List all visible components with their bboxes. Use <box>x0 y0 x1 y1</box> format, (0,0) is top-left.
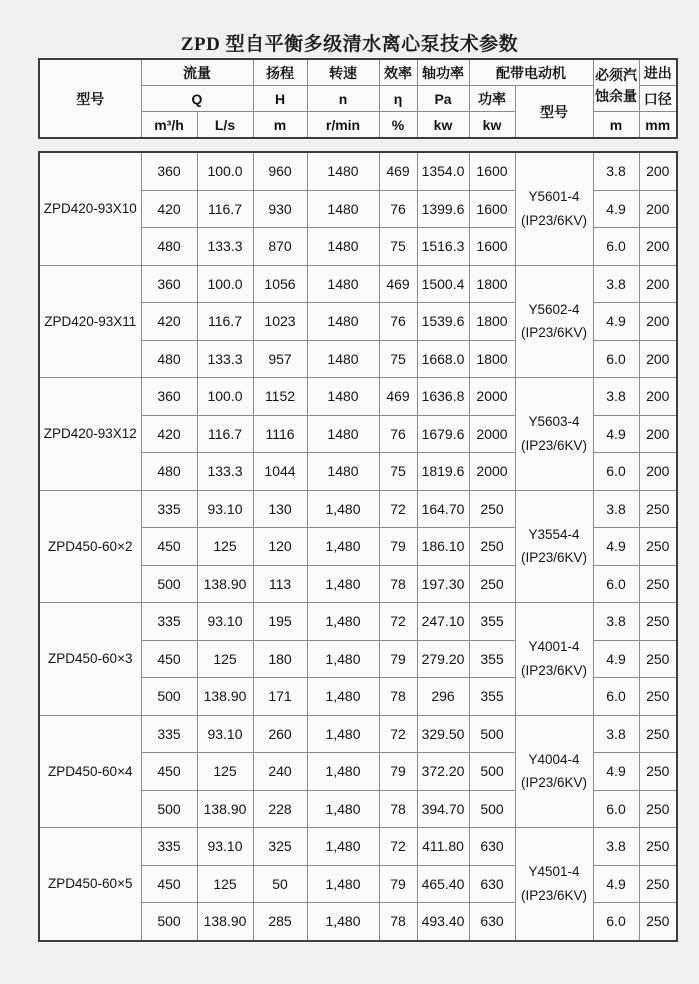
motor-power-cell: 500 <box>469 790 515 828</box>
npsh-cell: 3.8 <box>593 603 639 641</box>
head-cell: 130 <box>253 490 307 528</box>
speed-cell: 1480 <box>307 190 379 228</box>
port-cell: 250 <box>639 603 677 641</box>
header-port-label-line1: 进出 <box>639 59 677 86</box>
motor-power-cell: 250 <box>469 490 515 528</box>
header-table <box>38 58 678 139</box>
head-cell: 260 <box>253 715 307 753</box>
npsh-cell: 3.8 <box>593 152 639 190</box>
flow-m3h-cell: 335 <box>141 828 197 866</box>
port-cell: 250 <box>639 865 677 903</box>
shaft-power-cell: 1668.0 <box>417 340 469 378</box>
pump-model-cell: ZPD420-93X11 <box>39 265 141 378</box>
npsh-cell: 3.8 <box>593 828 639 866</box>
port-cell: 200 <box>639 228 677 266</box>
flow-m3h-cell: 360 <box>141 152 197 190</box>
flow-ls-cell: 100.0 <box>197 265 253 303</box>
header-flow-label: 流量 <box>141 59 253 86</box>
head-cell: 228 <box>253 790 307 828</box>
header-motor-model-label: 型号 <box>515 86 593 139</box>
efficiency-cell: 75 <box>379 228 417 266</box>
header-flow-unit-m3h: m³/h <box>141 112 197 139</box>
npsh-cell: 6.0 <box>593 903 639 941</box>
shaft-power-cell: 372.20 <box>417 753 469 791</box>
head-cell: 171 <box>253 678 307 716</box>
pump-model-cell: ZPD420-93X10 <box>39 152 141 265</box>
head-cell: 325 <box>253 828 307 866</box>
efficiency-cell: 75 <box>379 453 417 491</box>
npsh-cell: 4.9 <box>593 303 639 341</box>
pump-model-cell: ZPD450-60×3 <box>39 603 141 716</box>
npsh-cell: 6.0 <box>593 678 639 716</box>
head-cell: 120 <box>253 528 307 566</box>
flow-ls-cell: 125 <box>197 865 253 903</box>
header-npsh-unit: m <box>593 112 639 139</box>
header-speed-symbol: n <box>307 86 379 112</box>
head-cell: 1044 <box>253 453 307 491</box>
shaft-power-cell: 465.40 <box>417 865 469 903</box>
motor-model-cell <box>515 152 593 265</box>
npsh-cell: 6.0 <box>593 340 639 378</box>
efficiency-cell: 469 <box>379 378 417 416</box>
flow-ls-cell: 116.7 <box>197 415 253 453</box>
motor-power-cell: 250 <box>469 528 515 566</box>
flow-m3h-cell: 420 <box>141 415 197 453</box>
motor-protection-spec: (IP23/6KV) <box>520 550 588 566</box>
motor-protection-spec: (IP23/6KV) <box>520 775 588 791</box>
flow-ls-cell: 133.3 <box>197 453 253 491</box>
speed-cell: 1480 <box>307 340 379 378</box>
table-row <box>39 378 677 416</box>
flow-m3h-cell: 420 <box>141 303 197 341</box>
table-row <box>39 603 677 641</box>
head-cell: 960 <box>253 152 307 190</box>
speed-cell: 1,480 <box>307 565 379 603</box>
flow-m3h-cell: 335 <box>141 715 197 753</box>
pump-model-cell: ZPD450-60×5 <box>39 828 141 941</box>
efficiency-cell: 79 <box>379 865 417 903</box>
efficiency-cell: 76 <box>379 415 417 453</box>
speed-cell: 1480 <box>307 228 379 266</box>
flow-ls-cell: 125 <box>197 753 253 791</box>
port-cell: 250 <box>639 903 677 941</box>
table-row <box>39 152 677 190</box>
motor-model-cell <box>515 378 593 491</box>
npsh-cell: 6.0 <box>593 228 639 266</box>
table-row <box>39 265 677 303</box>
flow-m3h-cell: 500 <box>141 790 197 828</box>
table-row <box>39 715 677 753</box>
flow-m3h-cell: 450 <box>141 865 197 903</box>
speed-cell: 1480 <box>307 415 379 453</box>
flow-ls-cell: 125 <box>197 640 253 678</box>
npsh-cell: 3.8 <box>593 490 639 528</box>
efficiency-cell: 79 <box>379 528 417 566</box>
shaft-power-cell: 1679.6 <box>417 415 469 453</box>
header-port-label-line2: 口径 <box>639 86 677 112</box>
efficiency-cell: 78 <box>379 678 417 716</box>
port-cell: 250 <box>639 753 677 791</box>
npsh-cell: 3.8 <box>593 265 639 303</box>
npsh-cell: 4.9 <box>593 865 639 903</box>
flow-ls-cell: 133.3 <box>197 228 253 266</box>
motor-power-cell: 500 <box>469 715 515 753</box>
flow-m3h-cell: 360 <box>141 378 197 416</box>
motor-protection-spec: (IP23/6KV) <box>520 662 588 678</box>
header-shaft-power-symbol: Pa <box>417 86 469 112</box>
npsh-cell: 6.0 <box>593 453 639 491</box>
motor-power-cell: 630 <box>469 865 515 903</box>
head-cell: 113 <box>253 565 307 603</box>
flow-m3h-cell: 500 <box>141 565 197 603</box>
port-cell: 250 <box>639 528 677 566</box>
page-title: ZPD 型自平衡多级清水离心泵技术参数 <box>180 34 519 55</box>
efficiency-cell: 72 <box>379 490 417 528</box>
port-cell: 200 <box>639 415 677 453</box>
npsh-cell: 4.9 <box>593 415 639 453</box>
speed-cell: 1,480 <box>307 790 379 828</box>
port-cell: 200 <box>639 265 677 303</box>
efficiency-cell: 469 <box>379 152 417 190</box>
header-head-unit: m <box>253 112 307 139</box>
speed-cell: 1,480 <box>307 640 379 678</box>
header-port-unit: mm <box>639 112 677 139</box>
flow-m3h-cell: 360 <box>141 265 197 303</box>
head-cell: 957 <box>253 340 307 378</box>
header-npsh-label: 必须汽蚀余量 <box>593 59 639 112</box>
motor-model-cell <box>515 603 593 716</box>
flow-m3h-cell: 450 <box>141 753 197 791</box>
motor-power-cell: 250 <box>469 565 515 603</box>
speed-cell: 1,480 <box>307 865 379 903</box>
shaft-power-cell: 1636.8 <box>417 378 469 416</box>
port-cell: 200 <box>639 453 677 491</box>
speed-cell: 1,480 <box>307 603 379 641</box>
npsh-cell: 4.9 <box>593 640 639 678</box>
header-shaft-power-unit: kw <box>417 112 469 139</box>
speed-cell: 1,480 <box>307 678 379 716</box>
flow-ls-cell: 93.10 <box>197 715 253 753</box>
motor-protection-spec: (IP23/6KV) <box>520 887 588 903</box>
speed-cell: 1,480 <box>307 715 379 753</box>
flow-ls-cell: 100.0 <box>197 378 253 416</box>
speed-cell: 1480 <box>307 453 379 491</box>
header-model-label: 型号 <box>39 59 141 138</box>
flow-m3h-cell: 500 <box>141 903 197 941</box>
flow-ls-cell: 138.90 <box>197 678 253 716</box>
header-speed-unit: r/min <box>307 112 379 139</box>
motor-model-name: Y5602-4 <box>528 301 580 317</box>
speed-cell: 1480 <box>307 303 379 341</box>
speed-cell: 1,480 <box>307 828 379 866</box>
motor-power-cell: 1800 <box>469 303 515 341</box>
header-efficiency-label: 效率 <box>379 59 417 86</box>
flow-ls-cell: 100.0 <box>197 152 253 190</box>
table-row <box>39 490 677 528</box>
head-cell: 240 <box>253 753 307 791</box>
efficiency-cell: 79 <box>379 753 417 791</box>
motor-model-name: Y4004-4 <box>528 751 580 767</box>
header-efficiency-unit: % <box>379 112 417 139</box>
head-cell: 870 <box>253 228 307 266</box>
motor-protection-spec: (IP23/6KV) <box>520 212 588 228</box>
flow-m3h-cell: 450 <box>141 528 197 566</box>
shaft-power-cell: 1539.6 <box>417 303 469 341</box>
head-cell: 1023 <box>253 303 307 341</box>
pump-model-cell: ZPD450-60×4 <box>39 715 141 828</box>
head-cell: 180 <box>253 640 307 678</box>
port-cell: 250 <box>639 565 677 603</box>
shaft-power-cell: 1819.6 <box>417 453 469 491</box>
npsh-cell: 4.9 <box>593 190 639 228</box>
flow-m3h-cell: 335 <box>141 490 197 528</box>
efficiency-cell: 72 <box>379 603 417 641</box>
motor-power-cell: 500 <box>469 753 515 791</box>
shaft-power-cell: 247.10 <box>417 603 469 641</box>
shaft-power-cell: 296 <box>417 678 469 716</box>
flow-ls-cell: 93.10 <box>197 603 253 641</box>
port-cell: 250 <box>639 678 677 716</box>
motor-model-cell <box>515 715 593 828</box>
flow-ls-cell: 116.7 <box>197 303 253 341</box>
npsh-cell: 4.9 <box>593 528 639 566</box>
port-cell: 250 <box>639 490 677 528</box>
efficiency-cell: 76 <box>379 190 417 228</box>
flow-ls-cell: 133.3 <box>197 340 253 378</box>
shaft-power-cell: 1516.3 <box>417 228 469 266</box>
flow-m3h-cell: 450 <box>141 640 197 678</box>
motor-model-cell <box>515 265 593 378</box>
efficiency-cell: 72 <box>379 828 417 866</box>
head-cell: 1116 <box>253 415 307 453</box>
pump-spec-table <box>38 151 678 942</box>
motor-model-name: Y4001-4 <box>528 639 580 655</box>
npsh-cell: 6.0 <box>593 790 639 828</box>
motor-power-cell: 355 <box>469 603 515 641</box>
efficiency-cell: 79 <box>379 640 417 678</box>
motor-power-cell: 1600 <box>469 190 515 228</box>
shaft-power-cell: 164.70 <box>417 490 469 528</box>
port-cell: 250 <box>639 828 677 866</box>
motor-power-cell: 355 <box>469 640 515 678</box>
header-efficiency-symbol: η <box>379 86 417 112</box>
pump-model-cell: ZPD450-60×2 <box>39 490 141 603</box>
header-motor-power-unit: kw <box>469 112 515 139</box>
flow-ls-cell: 138.90 <box>197 565 253 603</box>
port-cell: 200 <box>639 378 677 416</box>
flow-m3h-cell: 335 <box>141 603 197 641</box>
shaft-power-cell: 1500.4 <box>417 265 469 303</box>
flow-ls-cell: 116.7 <box>197 190 253 228</box>
motor-protection-spec: (IP23/6KV) <box>520 437 588 453</box>
efficiency-cell: 75 <box>379 340 417 378</box>
motor-power-cell: 2000 <box>469 415 515 453</box>
speed-cell: 1,480 <box>307 903 379 941</box>
port-cell: 250 <box>639 790 677 828</box>
motor-power-cell: 1800 <box>469 340 515 378</box>
header-motor-power-label: 功率 <box>469 86 515 112</box>
npsh-cell: 4.9 <box>593 753 639 791</box>
flow-m3h-cell: 480 <box>141 340 197 378</box>
shaft-power-cell: 493.40 <box>417 903 469 941</box>
efficiency-cell: 72 <box>379 715 417 753</box>
shaft-power-cell: 329.50 <box>417 715 469 753</box>
header-head-symbol: H <box>253 86 307 112</box>
port-cell: 200 <box>639 303 677 341</box>
shaft-power-cell: 1354.0 <box>417 152 469 190</box>
motor-power-cell: 630 <box>469 903 515 941</box>
speed-cell: 1480 <box>307 265 379 303</box>
speed-cell: 1,480 <box>307 753 379 791</box>
header-flow-unit-ls: L/s <box>197 112 253 139</box>
port-cell: 200 <box>639 190 677 228</box>
pump-table-body <box>39 152 677 941</box>
npsh-cell: 3.8 <box>593 378 639 416</box>
flow-m3h-cell: 500 <box>141 678 197 716</box>
speed-cell: 1,480 <box>307 490 379 528</box>
table-row <box>39 828 677 866</box>
motor-model-cell <box>515 828 593 941</box>
header-shaft-power-label: 轴功率 <box>417 59 469 86</box>
flow-m3h-cell: 480 <box>141 453 197 491</box>
head-cell: 930 <box>253 190 307 228</box>
motor-power-cell: 1800 <box>469 265 515 303</box>
motor-power-cell: 630 <box>469 828 515 866</box>
speed-cell: 1,480 <box>307 528 379 566</box>
motor-model-name: Y5601-4 <box>528 189 580 205</box>
port-cell: 200 <box>639 152 677 190</box>
motor-model-name: Y4501-4 <box>528 864 580 880</box>
efficiency-cell: 78 <box>379 565 417 603</box>
header-head-label: 扬程 <box>253 59 307 86</box>
npsh-cell: 6.0 <box>593 565 639 603</box>
flow-m3h-cell: 480 <box>141 228 197 266</box>
flow-ls-cell: 93.10 <box>197 490 253 528</box>
motor-model-cell <box>515 490 593 603</box>
head-cell: 195 <box>253 603 307 641</box>
flow-ls-cell: 93.10 <box>197 828 253 866</box>
efficiency-cell: 78 <box>379 903 417 941</box>
motor-power-cell: 1600 <box>469 228 515 266</box>
flow-m3h-cell: 420 <box>141 190 197 228</box>
flow-ls-cell: 138.90 <box>197 790 253 828</box>
head-cell: 1152 <box>253 378 307 416</box>
header-row-labels <box>39 59 677 86</box>
shaft-power-cell: 1399.6 <box>417 190 469 228</box>
port-cell: 250 <box>639 715 677 753</box>
port-cell: 200 <box>639 340 677 378</box>
head-cell: 285 <box>253 903 307 941</box>
efficiency-cell: 76 <box>379 303 417 341</box>
motor-power-cell: 355 <box>469 678 515 716</box>
pump-model-cell: ZPD420-93X12 <box>39 378 141 491</box>
efficiency-cell: 78 <box>379 790 417 828</box>
shaft-power-cell: 411.80 <box>417 828 469 866</box>
motor-protection-spec: (IP23/6KV) <box>520 325 588 341</box>
head-cell: 1056 <box>253 265 307 303</box>
flow-ls-cell: 138.90 <box>197 903 253 941</box>
shaft-power-cell: 186.10 <box>417 528 469 566</box>
header-speed-label: 转速 <box>307 59 379 86</box>
motor-power-cell: 2000 <box>469 378 515 416</box>
head-cell: 50 <box>253 865 307 903</box>
motor-model-name: Y5603-4 <box>528 414 580 430</box>
shaft-power-cell: 279.20 <box>417 640 469 678</box>
flow-ls-cell: 125 <box>197 528 253 566</box>
speed-cell: 1480 <box>307 152 379 190</box>
motor-power-cell: 1600 <box>469 152 515 190</box>
speed-cell: 1480 <box>307 378 379 416</box>
shaft-power-cell: 197.30 <box>417 565 469 603</box>
efficiency-cell: 469 <box>379 265 417 303</box>
header-motor-label: 配带电动机 <box>469 59 593 86</box>
motor-model-name: Y3554-4 <box>528 526 580 542</box>
port-cell: 250 <box>639 640 677 678</box>
npsh-cell: 3.8 <box>593 715 639 753</box>
header-flow-symbol: Q <box>141 86 253 112</box>
shaft-power-cell: 394.70 <box>417 790 469 828</box>
motor-power-cell: 2000 <box>469 453 515 491</box>
